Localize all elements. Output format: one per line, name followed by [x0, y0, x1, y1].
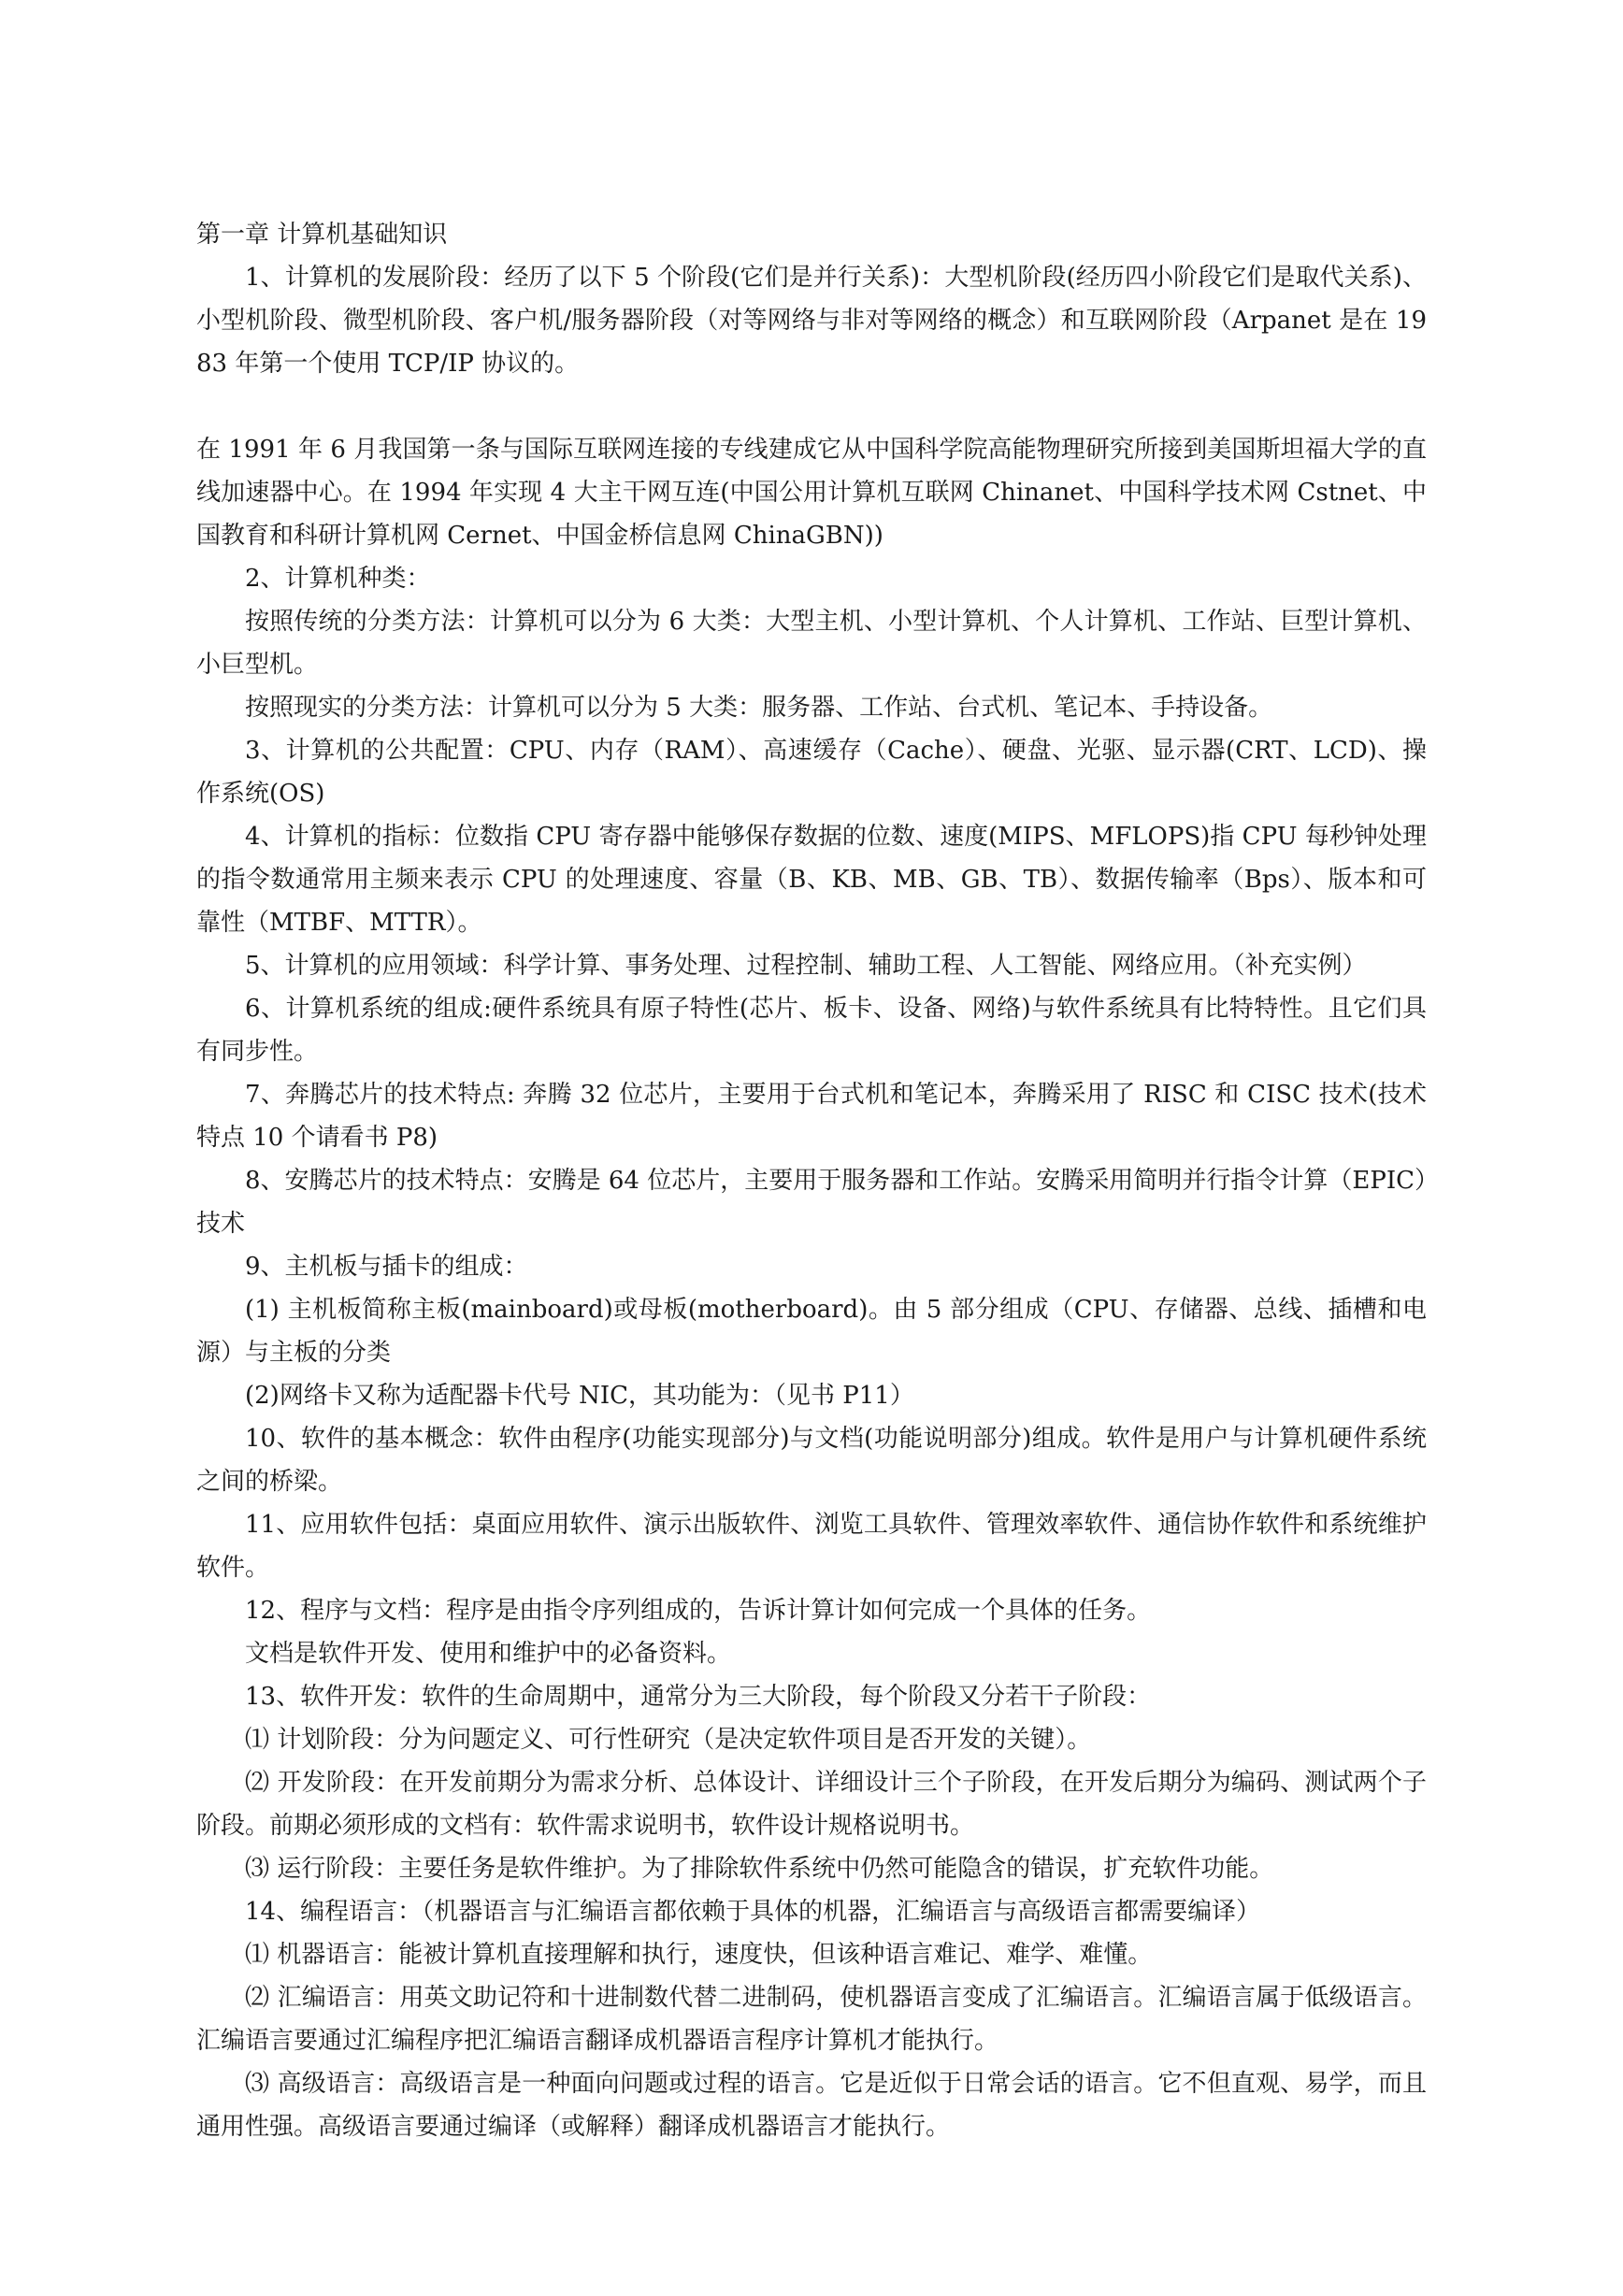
paragraph: 在 1991 年 6 月我国第一条与国际互联网连接的专线建成它从中国科学院高能物理研究所接到美国斯坦福大学的直线加速器中心。在 1994 年实现 4 大主干网互连(中国公用计算机互联网 Chinanet、中国科学技术网 Cstnet、中国教育和科研计算机网 Cernet、中国金桥信息网 ChinaGBN)): [196, 436, 1427, 550]
paragraph: 1、计算机的发展阶段：经历了以下 5 个阶段(它们是并行关系)：大型机阶段(经历四小阶段它们是取代关系)、小型机阶段、微型机阶段、客户机/服务器阶段（对等网络与非对等网络的概念）和互联网阶段（Arpanet 是在 1983 年第一个使用 TCP/IP 协议的。: [196, 264, 1427, 378]
paragraph: 6、计算机系统的组成:硬件系统具有原子特性(芯片、板卡、设备、网络)与软件系统具有比特特性。且它们具有同步性。: [196, 995, 1427, 1066]
paragraph: 4、计算机的指标：位数指 CPU 寄存器中能够保存数据的位数、速度(MIPS、MFLOPS)指 CPU 每秒钟处理的指令数通常用主频来表示 CPU 的处理速度、容量（B、KB、MB、GB、TB）、数据传输率（Bps）、版本和可靠性（MTBF、MTTR）。: [196, 823, 1427, 937]
paragraph: 3、计算机的公共配置：CPU、内存（RAM）、高速缓存（Cache）、硬盘、光驱、显示器(CRT、LCD)、操作系统(OS): [196, 737, 1427, 808]
paragraph: 按照现实的分类方法：计算机可以分为 5 大类：服务器、工作站、台式机、笔记本、手持设备。: [245, 694, 1273, 722]
paragraph: (1) 主机板简称主板(mainboard)或母板(motherboard)。由 5 部分组成（CPU、存储器、总线、插槽和电源）与主板的分类: [196, 1296, 1427, 1367]
paragraph: ⑴ 计划阶段：分为问题定义、可行性研究（是决定软件项目是否开发的关键）。: [245, 1726, 1092, 1754]
paragraph: 9、主机板与插卡的组成：: [245, 1253, 528, 1281]
chapter-title: 第一章 计算机基础知识: [196, 221, 448, 249]
paragraph: ⑶ 高级语言：高级语言是一种面向问题或过程的语言。它是近似于日常会话的语言。它不但直观、易学，而且通用性强。高级语言要通过编译（或解释）翻译成机器语言才能执行。: [196, 2070, 1427, 2141]
paragraph: ⑵ 开发阶段：在开发前期分为需求分析、总体设计、详细设计三个子阶段，在开发后期分为编码、测试两个子阶段。前期必须形成的文档有：软件需求说明书，软件设计规格说明书。: [196, 1769, 1427, 1840]
paragraph: 按照传统的分类方法：计算机可以分为 6 大类：大型主机、小型计算机、个人计算机、工作站、巨型计算机、小巨型机。: [196, 608, 1427, 679]
paragraph: 7、奔腾芯片的技术特点: 奔腾 32 位芯片，主要用于台式机和笔记本，奔腾采用了 RISC 和 CISC 技术(技术特点 10 个请看书 P8): [196, 1081, 1427, 1152]
paragraph: 文档是软件开发、使用和维护中的必备资料。: [245, 1640, 732, 1668]
paragraph: (2)网络卡又称为适配器卡代号 NIC，其功能为：（见书 P11）: [245, 1382, 914, 1410]
paragraph: 5、计算机的应用领域：科学计算、事务处理、过程控制、辅助工程、人工智能、网络应用。（补充实例）: [245, 952, 1367, 980]
paragraph: 8、安腾芯片的技术特点：安腾是 64 位芯片，主要用于服务器和工作站。安腾采用简明并行指令计算（EPIC）技术: [196, 1167, 1427, 1238]
paragraph: 2、计算机种类：: [245, 565, 431, 593]
paragraph: 12、程序与文档：程序是由指令序列组成的，告诉计算计如何完成一个具体的任务。: [245, 1597, 1152, 1625]
paragraph: 13、软件开发：软件的生命周期中，通常分为三大阶段，每个阶段又分若干子阶段：: [245, 1683, 1152, 1711]
paragraph: 11、应用软件包括：桌面应用软件、演示出版软件、浏览工具软件、管理效率软件、通信协作软件和系统维护软件。: [196, 1511, 1427, 1582]
paragraph: ⑵ 汇编语言：用英文助记符和十进制数代替二进制码，使机器语言变成了汇编语言。汇编语言属于低级语言。汇编语言要通过汇编程序把汇编语言翻译成机器语言程序计算机才能执行。: [196, 1984, 1427, 2055]
paragraph: ⑶ 运行阶段：主要任务是软件维护。为了排除软件系统中仍然可能隐含的错误，扩充软件功能。: [245, 1855, 1274, 1883]
paragraph: 10、软件的基本概念：软件由程序(功能实现部分)与文档(功能说明部分)组成。软件是用户与计算机硬件系统之间的桥梁。: [196, 1425, 1427, 1496]
paragraph: 14、编程语言：（机器语言与汇编语言都依赖于具体的机器，汇编语言与高级语言都需要编译）: [245, 1898, 1261, 1926]
paragraph: ⑴ 机器语言：能被计算机直接理解和执行，速度快，但该种语言难记、难学、难懂。: [245, 1941, 1153, 1969]
